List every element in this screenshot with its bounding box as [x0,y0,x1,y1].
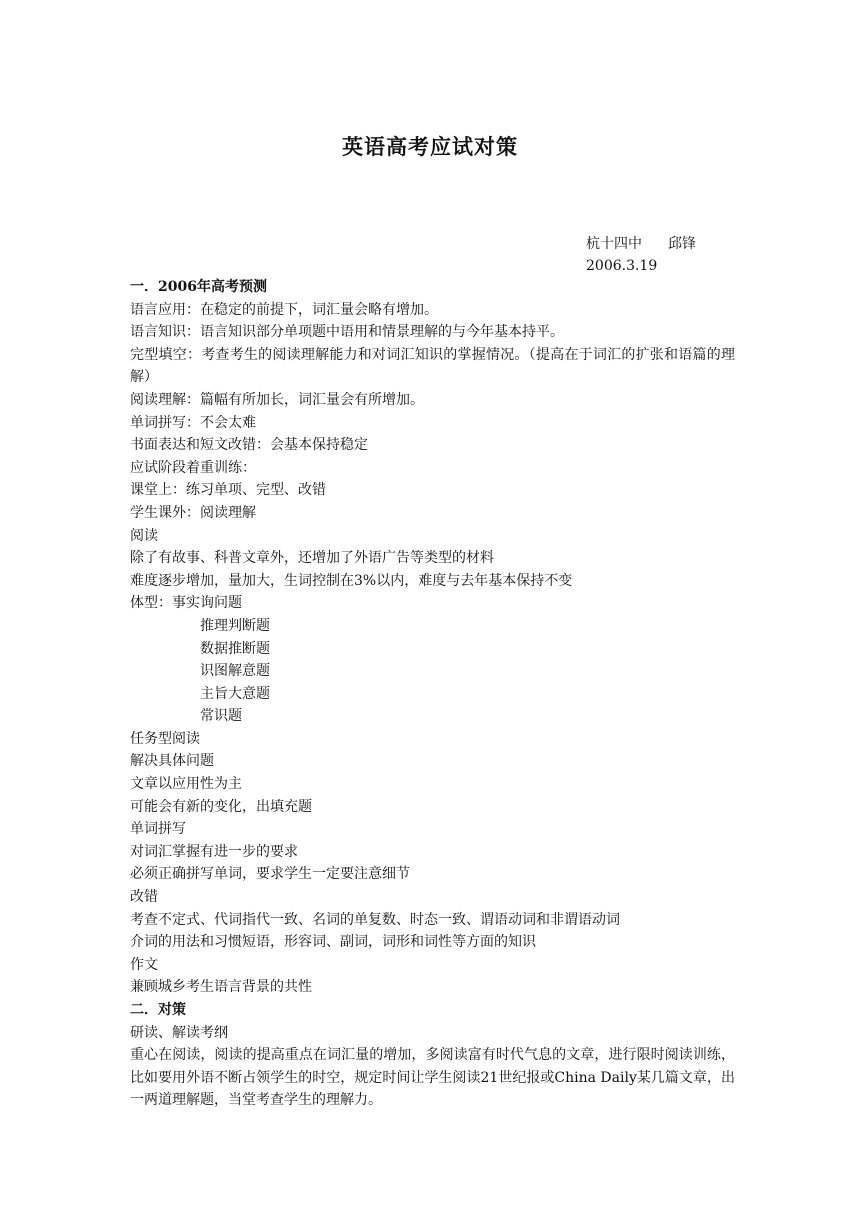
text-line: 单词拼写：不会太难 [130,414,256,431]
author-date: 2006.3.19 [586,258,658,274]
text-line: 语言应用：在稳定的前提下，词汇量会略有增加。 [130,301,438,318]
text-line: 解决具体问题 [130,753,214,770]
text-line: 任务型阅读 [130,730,200,747]
text-line: 可能会有新的变化，出填充题 [130,798,312,815]
text-line: 必须正确拼写单词，要求学生一定要注意细节 [130,866,410,883]
text-line: 书面表达和短文改错：会基本保持稳定 [130,437,368,454]
author-name: 邱锋 [668,236,696,252]
text-line: 难度逐步增加，量加大，生词控制在3%以内，难度与去年基本保持不变 [130,572,573,589]
author-line [586,233,696,255]
text-line: 文章以应用性为主 [130,776,242,793]
text-line: 识图解意题 [200,663,270,680]
text-line: 阅读理解：篇幅有所加长，词汇量会有所增加。 [130,391,424,408]
author-school: 杭十四中 [586,236,642,252]
text-line: 对词汇掌握有进一步的要求 [130,843,298,860]
document-title: 英语高考应试对策 [342,135,518,159]
text-line: 完型填空：考查考生的阅读理解能力和对词汇知识的掌握情况。（提高在于词汇的扩张和语篇的理解） [130,346,735,386]
text-line: 阅读 [130,527,158,544]
document-body [130,276,735,1112]
text-line: 课堂上：练习单项、完型、改错 [130,482,326,499]
text-line: 应试阶段着重训练： [130,459,256,476]
text-line: 主旨大意题 [200,685,270,702]
text-line: 数据推断题 [200,640,270,657]
text-line: 推理判断题 [200,617,270,634]
text-line: 除了有故事、科普文章外，还增加了外语广告等类型的材料 [130,550,494,567]
text-line: 体型：事实询问题 [130,595,242,612]
text-line: 语言知识：语言知识部分单项题中语用和情景理解的与今年基本持平。 [130,324,564,341]
text-line: 学生课外：阅读理解 [130,504,256,521]
text-line: 研读、解读考纲 [130,1024,228,1041]
author-block [586,233,696,277]
text-line: 兼顾城乡考生语言背景的共性 [130,979,312,996]
text-line: 单词拼写 [130,821,186,838]
text-line: 考查不定式、代词指代一致、名词的单复数、时态一致、谓语动词和非谓语动词 [130,911,620,928]
section-heading: 一．2006年高考预测 [130,279,267,295]
text-line: 常识题 [200,708,242,725]
text-line: 改错 [130,889,158,906]
text-line: 介词的用法和习惯短语，形容词、副词，词形和词性等方面的知识 [130,934,536,951]
section-heading: 二．对策 [130,1002,186,1018]
text-line: 作文 [130,956,158,973]
text-line: 重心在阅读，阅读的提高重点在词汇量的增加，多阅读富有时代气息的文章，进行限时阅读训练，比如要用外语不断占领学生的时空，规定时间让学生阅读21世纪报或China Daily某几篇文章，出一两道理解题，当堂考查学生的理解力。 [130,1047,735,1109]
